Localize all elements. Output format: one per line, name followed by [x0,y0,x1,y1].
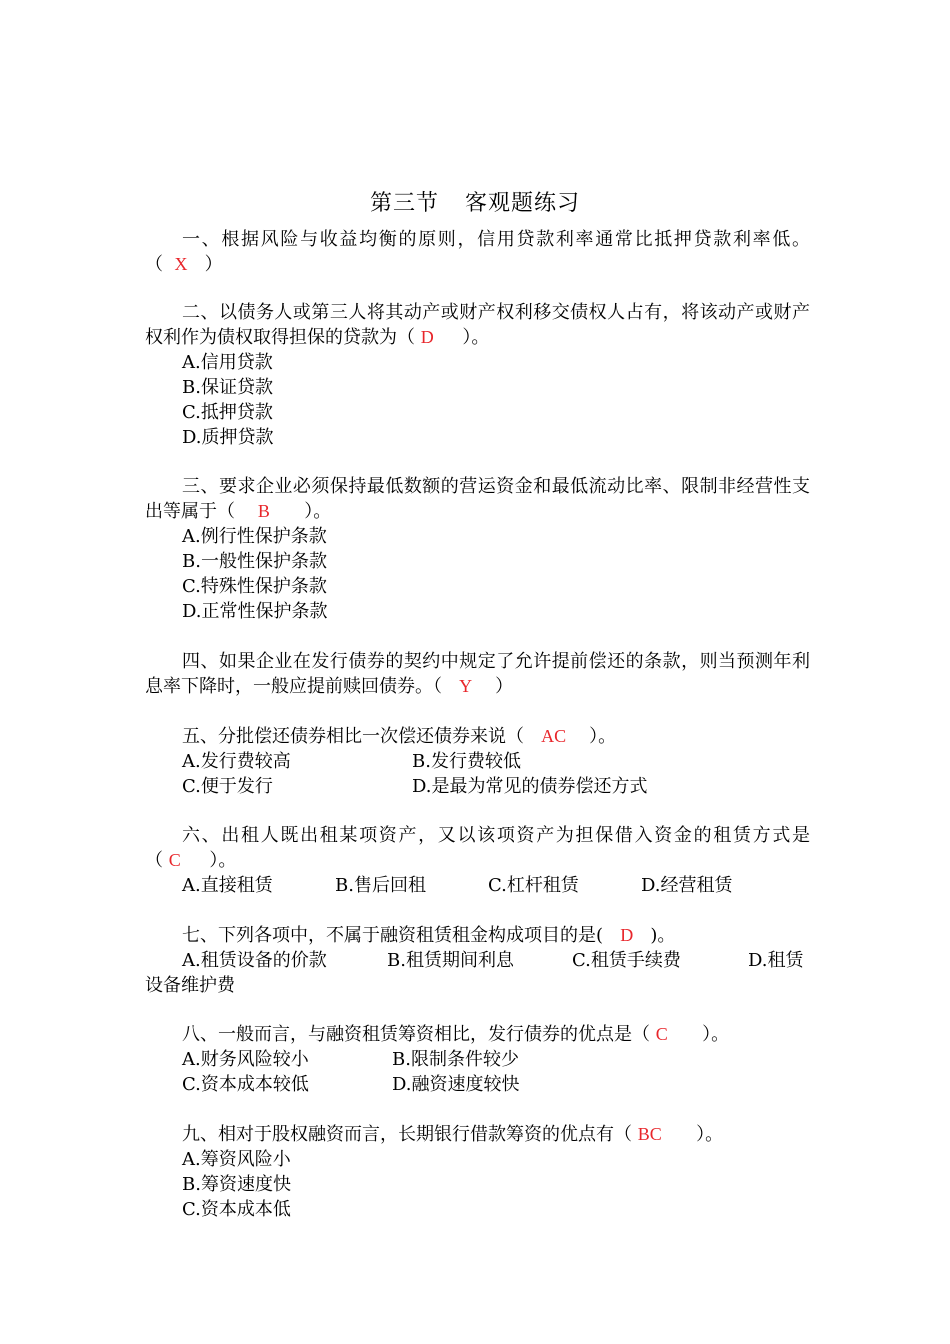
stem-text: 六、出租人既出租某项资产，又以该项资产为担保借入资金的租赁方式是（ [145,825,810,871]
option: A.发行费较高 [182,751,291,772]
option: C.便于发行 [182,776,273,797]
option: B.租赁期间利息 [387,950,514,971]
section-title-right: 客观题练习 [465,191,581,216]
option-row [145,1072,810,1097]
stem-close: ）。 [462,327,490,348]
option: B.筹资速度快 [182,1174,291,1195]
option: B.限制条件较少 [392,1049,519,1070]
question-stem [145,724,810,749]
option-row [145,749,810,774]
option: B.发行费较低 [412,751,521,772]
option: D.正常性保护条款 [182,601,328,622]
question-stem [145,923,810,948]
option: B.保证贷款 [182,377,273,398]
option: C.抵押贷款 [182,402,273,423]
question-7 [145,923,810,998]
question-8 [145,1022,810,1097]
option-continuation: 设备维护费 [145,975,235,996]
option: C.资本成本较低 [182,1074,309,1095]
question-stem [145,227,810,277]
answer-mark: C [655,1024,668,1044]
stem-close: ）。 [209,850,237,871]
option: C.杠杆租赁 [488,875,579,896]
option: A.例行性保护条款 [182,526,327,547]
option-row [145,948,810,973]
question-2 [145,300,810,450]
option: D.是最为常见的债券偿还方式 [412,776,648,797]
option: A.筹资风险小 [182,1149,291,1170]
answer-mark: B [257,501,270,521]
question-3 [145,474,810,624]
option-row [145,873,810,898]
stem-text: 九、相对于股权融资而言，长期银行借款筹资的优点有（ [182,1124,632,1145]
stem-text: 二、以债务人或第三人将其动产或财产权利移交债权人占有，将该动产或财产权利作为债权取得担保的贷款为（ [145,302,810,348]
answer-mark: D [620,925,634,945]
answer-mark: D [420,327,434,347]
option: C.资本成本低 [182,1199,291,1220]
stem-close: ）。 [696,1124,724,1145]
option: D.租赁 [748,950,804,971]
option-row [145,774,810,799]
question-1 [145,227,810,277]
question-stem [145,300,810,350]
answer-mark: C [168,850,181,870]
option: B.一般性保护条款 [182,551,327,572]
stem-close: ） [495,676,514,697]
option: A.租赁设备的价款 [182,950,327,971]
question-5 [145,724,810,799]
section-title-left: 第三节 [369,191,439,216]
stem-close: ） [204,254,223,275]
question-stem [145,474,810,524]
stem-text: 八、一般而言，与融资租赁筹资相比，发行债券的优点是（ [182,1024,650,1045]
answer-mark: BC [637,1124,662,1144]
answer-mark: X [174,254,188,274]
option-row [145,1047,810,1072]
question-stem [145,823,810,873]
stem-close: )。 [650,925,676,946]
answer-mark: AC [541,726,567,746]
option: A.直接租赁 [182,875,273,896]
answer-mark: Y [459,676,473,696]
stem-text: 三、要求企业必须保持最低数额的营运资金和最低流动比率、限制非经营性支出等属于（ [145,476,810,522]
option: D.质押贷款 [182,427,274,448]
option: A.财务风险较小 [182,1049,309,1070]
stem-text: 五、分批偿还债券相比一次偿还债券来说（ [182,726,524,747]
stem-text: 七、下列各项中，不属于融资租赁租金构成项目的是( [182,925,604,946]
option: D.融资速度较快 [392,1074,520,1095]
stem-close: ）。 [304,501,332,522]
question-9 [145,1122,810,1222]
option: C.租赁手续费 [572,950,681,971]
option: D.经营租赁 [641,875,733,896]
stem-text: 一、根据风险与收益均衡的原则，信用贷款利率通常比抵押贷款利率低。（ [145,229,810,275]
stem-text: 四、如果企业在发行债券的契约中规定了允许提前偿还的条款，则当预测年利息率下降时，一般应提前赎回债券。（ [145,651,810,697]
option: A.信用贷款 [182,352,273,373]
option: C.特殊性保护条款 [182,576,327,597]
stem-close: ）。 [702,1024,730,1045]
question-stem [145,1022,810,1047]
section-title [0,186,950,217]
question-4 [145,649,810,699]
question-6 [145,823,810,898]
question-stem [145,1122,810,1147]
question-stem [145,649,810,699]
option: B.售后回租 [335,875,426,896]
stem-close: ）。 [589,726,617,747]
